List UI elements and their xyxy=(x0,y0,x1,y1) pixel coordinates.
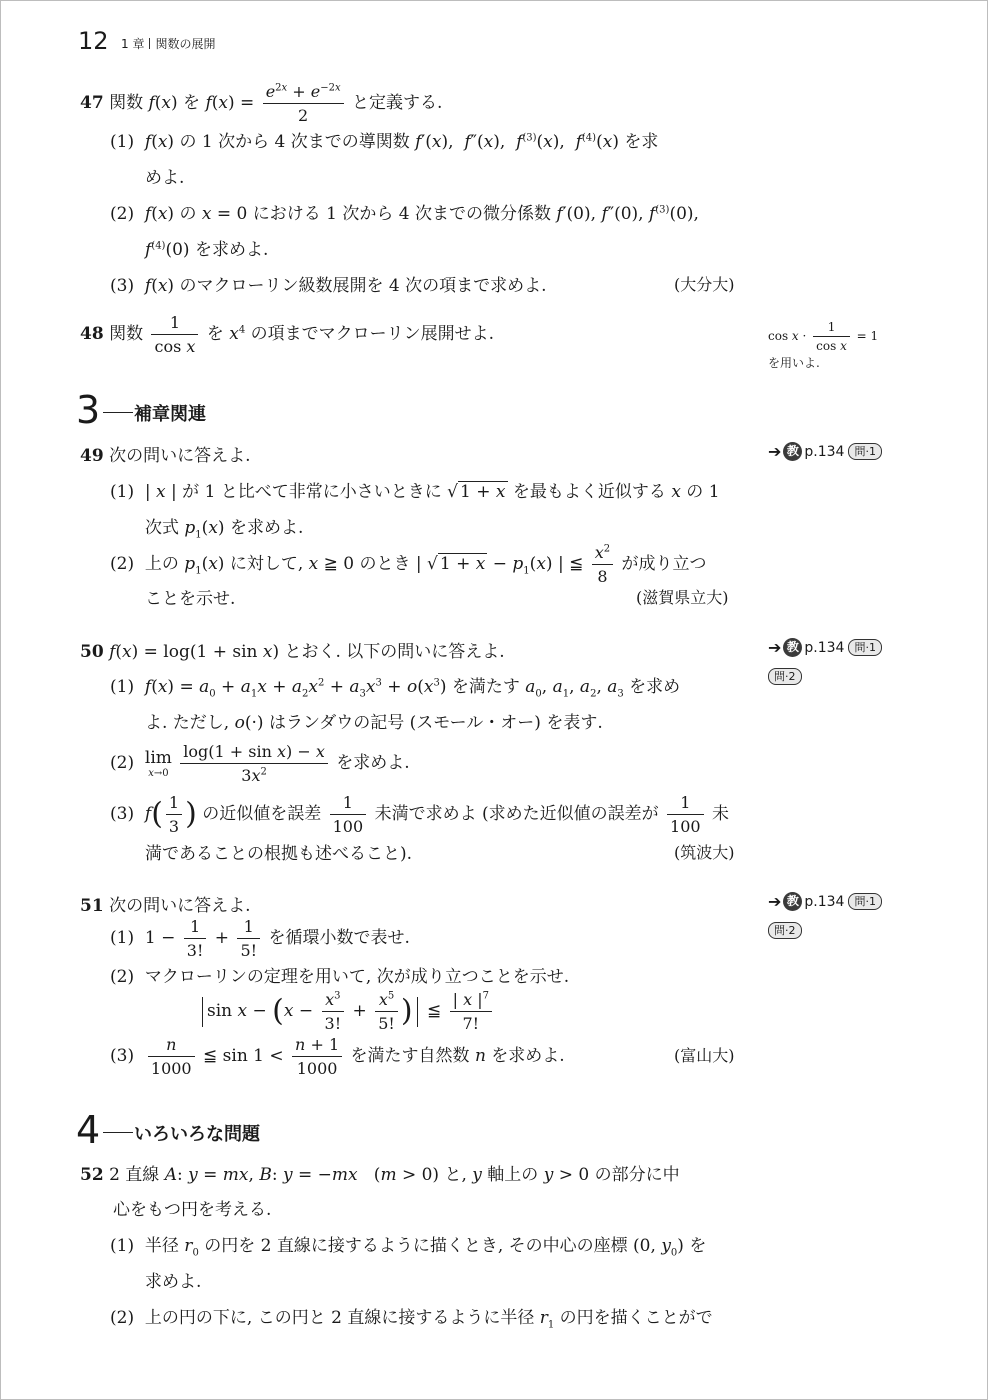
problem-47-part-1: (1) f(x) の 1 次から 4 次までの導関数 f′(x), f″(x), $f^{(3)}(x)$, $f^{(4)}(x)$ を求 xyxy=(110,132,659,152)
problem-48-stem: 48 関数 $\frac{1}{\text{cos x}}$ を $x^4$ の項までマクローリン展開せよ. xyxy=(80,313,494,356)
problem-50-part-2: (2) lim x→0 $\frac{\text{log(1 + sin x) − x}}{3x^2}$ を求めよ. xyxy=(110,742,410,785)
problem-51-stem: 51 次の問いに答えよ. xyxy=(80,896,251,916)
problem-51-inequality: sin x − (x − $\frac{x^3}{3!}$ + $\frac{x^5}{5!}$ ) ≦ $\frac{| x |^7}{7!}$ xyxy=(198,990,495,1033)
problem-50-part-3-cont: 満であることの根拠も述べること). xyxy=(145,844,413,864)
problem-48-hint-tail: を用いよ. xyxy=(768,356,820,370)
problem-number: 48 xyxy=(80,324,104,344)
textbook-badge: 教 xyxy=(783,442,802,461)
problem-51-margin-ref-2 xyxy=(768,922,802,939)
problem-49-part-1-cont: 次式 $p_1(x)$ を求めよ. xyxy=(145,518,304,541)
ref-page: p.134 xyxy=(804,443,845,460)
problem-47-source: (大分大) xyxy=(674,275,735,294)
abs-bar xyxy=(417,997,418,1027)
page-number: 12 xyxy=(78,27,109,55)
textbook-badge: 教 xyxy=(783,892,802,911)
problem-49-part-1: (1) | x | が 1 と比べて非常に小さいときに √ 1 + x を最もよく近似する x の 1 xyxy=(110,482,720,502)
problem-50-source: (筑波大) xyxy=(674,843,735,862)
problem-number: 50 xyxy=(80,642,104,662)
problem-number: 49 xyxy=(80,446,104,466)
fraction: $\frac{1}{5!}$ xyxy=(237,917,260,960)
section-3-number: 3 xyxy=(76,388,100,432)
chapter-divider xyxy=(149,38,150,49)
problem-47-part-1-cont: めよ. xyxy=(145,168,185,188)
fraction: $\frac{n}{1000}$ xyxy=(148,1035,195,1078)
textbook-badge: 教 xyxy=(783,638,802,657)
problem-50-margin-ref-2 xyxy=(768,668,802,685)
ref-question-tag: 問·1 xyxy=(848,443,882,460)
fraction: $\frac{x^2}{8}$ xyxy=(592,543,613,586)
problem-number: 51 xyxy=(80,896,104,916)
problem-51-part-3: (3) $\frac{n}{1000}$ ≦ sin 1 < $\frac{n + 1}{1000}$ を満たす自然数 n を求めよ. xyxy=(110,1035,565,1078)
problem-number: 47 xyxy=(80,93,104,113)
fraction: $\frac{1}{3}$ xyxy=(166,793,182,836)
fraction: $\frac{\text{log(1 + sin x) − x}}{3x^2}$ xyxy=(180,742,328,785)
fraction: $\frac{n + 1}{1000}$ xyxy=(292,1035,342,1078)
problem-52-part-1: (1) 半径 $r_0$ の円を 2 直線に接するように描くとき, その中心の座標 (0, $y_0$) を xyxy=(110,1236,707,1259)
fraction: $\frac{1}{\text{cos x}}$ xyxy=(813,320,850,353)
section-4-number: 4 xyxy=(76,1108,100,1152)
fraction: $\frac{1}{100}$ xyxy=(667,793,704,836)
problem-49-source: (滋賀県立大) xyxy=(636,588,729,607)
chapter-title: 関数の展開 xyxy=(155,37,216,51)
ref-page: p.134 xyxy=(804,639,845,656)
problem-49-part-2-cont: ことを示せ. xyxy=(145,589,236,609)
problem-52-stem-cont: 心をもつ円を考える. xyxy=(113,1200,272,1220)
problem-48-hint: cos x · $\frac{1}{\text{cos x}}$ = 1 xyxy=(768,320,879,353)
fraction: $\frac{1}{3!}$ xyxy=(184,917,207,960)
fraction: $\frac{1}{100}$ xyxy=(330,793,367,836)
problem-51-part-1: (1) 1 − $\frac{1}{3!}$ + $\frac{1}{5!}$ を循環小数で表せ. xyxy=(110,917,410,960)
chapter-label: 1 章 xyxy=(121,37,145,51)
section-3-rule xyxy=(103,412,133,413)
section-4-title: いろいろな問題 xyxy=(134,1124,260,1145)
problem-50-part-3: (3) f( $\frac{1}{3}$ ) の近似値を誤差 $\frac{1}{100}$ 未満で求めよ (求めた近似値の誤差が $\frac{1}{100}$ 未 xyxy=(110,793,729,836)
section-3-title: 補章関連 xyxy=(134,404,206,425)
problem-52-stem: 52 2 直線 A: y = mx, B: y = −mx (m > 0) と, y 軸上の y > 0 の部分に中 xyxy=(80,1165,680,1185)
fraction: $\frac{| x |^7}{7!}$ xyxy=(450,990,492,1033)
abs-bar xyxy=(202,997,203,1027)
problem-47-part-2: (2) f(x) の x = 0 における 1 次から 4 次までの微分係数 f′(0), f″(0), $f^{(3)}(0)$, xyxy=(110,204,699,224)
problem-50-part-1: (1) $f(x) = a_0 + a_1x + a_2x^2 + a_3x^3 + o(x^3)$ を満たす $a_0$, $a_1$, $a_2$, $a_3$ を求め xyxy=(110,677,681,700)
problem-52-part-1-cont: 求めよ. xyxy=(145,1272,202,1292)
fraction: $\frac{x^3}{3!}$ xyxy=(322,990,345,1033)
problem-47-part-3: (3) f(x) のマクローリン級数展開を 4 次の項まで求めよ. xyxy=(110,276,547,296)
fraction: $\frac{1}{\text{cos x}}$ xyxy=(151,313,198,356)
problem-52-part-2: (2) 上の円の下に, この円と 2 直線に接するように半径 $r_1$ の円を描くことがで xyxy=(110,1308,713,1331)
problem-49-stem: 49 次の問いに答えよ. xyxy=(80,446,251,466)
problem-50-stem: 50 f(x) = log(1 + sin x) とおく. 以下の問いに答えよ. xyxy=(80,642,505,662)
fraction: $\frac{e^{2x} + e^{-2x}}{2}$ xyxy=(263,82,344,125)
ref-page: p.134 xyxy=(804,893,845,910)
chapter-heading xyxy=(121,35,215,52)
problem-50-part-1-cont: よ. ただし, o(·) はランダウの記号 (スモール・オー) を表す. xyxy=(145,713,603,733)
arrow-right-icon: ➔ xyxy=(768,638,782,657)
problem-51-margin-ref xyxy=(768,892,882,911)
problem-49-margin-ref xyxy=(768,442,882,461)
problem-number: 52 xyxy=(80,1165,104,1185)
problem-51-source: (富山大) xyxy=(674,1046,735,1065)
ref-question-tag: 問·1 xyxy=(848,893,882,910)
arrow-right-icon: ➔ xyxy=(768,442,782,461)
problem-50-margin-ref xyxy=(768,638,882,657)
fraction: $\frac{x^5}{5!}$ xyxy=(375,990,398,1033)
arrow-right-icon: ➔ xyxy=(768,892,782,911)
ref-question-tag: 問·1 xyxy=(848,639,882,656)
ref-question-tag: 問·2 xyxy=(768,668,802,685)
problem-51-part-2: (2) マクローリンの定理を用いて, 次が成り立つことを示せ. xyxy=(110,967,570,987)
ref-question-tag: 問·2 xyxy=(768,922,802,939)
problem-49-part-2: (2) 上の $p_1(x)$ に対して, x ≧ 0 のとき | √ $1 + x - p_1(x)$ | ≦ $\frac{x^2}{8}$ が成り立つ xyxy=(110,543,707,586)
problem-47-part-2-cont: $f^{(4)}(0)$ を求めよ. xyxy=(145,240,269,260)
section-4-rule xyxy=(103,1132,133,1133)
problem-47-stem: 47 関数 f(x) を f(x) = $\frac{e^{2x} + e^{-2x}}{2}$ と定義する. xyxy=(80,82,443,125)
